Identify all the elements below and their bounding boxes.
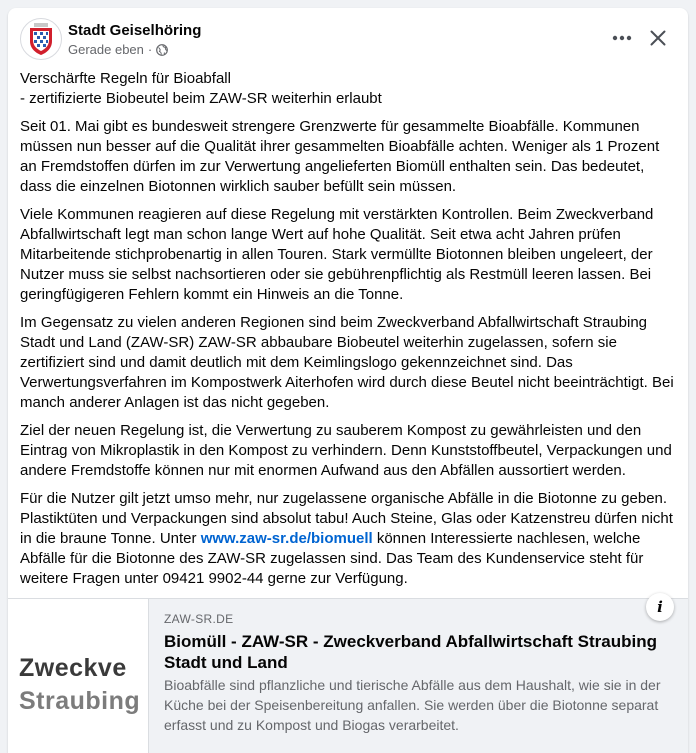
link-thumbnail[interactable] bbox=[8, 599, 149, 753]
post-card bbox=[8, 8, 688, 753]
post-text bbox=[20, 69, 676, 597]
paragraph-5 bbox=[20, 489, 676, 589]
link-preview[interactable] bbox=[8, 598, 688, 753]
post-time[interactable]: Gerade eben bbox=[68, 42, 144, 57]
post-heading bbox=[20, 69, 676, 109]
meta-separator: · bbox=[147, 42, 153, 57]
close-icon bbox=[650, 30, 666, 46]
paragraph-1: Seit 01. Mai gibt es bundesweit strengere Grenzwerte für gesammelte Bioabfälle. Kommunen müssen nun besser auf die Qualität ihrer gesammelten Bioabfälle achten. Weniger als 1 Prozent an Fremdstoffen dürfen im zur Verwertung angelieferten Biomüll enthalten sein. Das bedeutet, dass die einzelnen Biotonnen wirklich sauber befüllt sein müssen. bbox=[20, 118, 660, 195]
globe-icon[interactable] bbox=[156, 44, 168, 56]
paragraph-5-start: Für die Nutzer gilt jetzt umso mehr, nur zugelassene organische Abfälle in die Biotonne zu geben. Plastiktüten und Verpackungen sind absolut tabu! Auch Steine, Glas oder Katzenstreu dürfen nicht in die braune Tonne. Unter bbox=[20, 490, 673, 547]
info-icon[interactable]: i bbox=[646, 593, 674, 621]
close-button[interactable] bbox=[644, 24, 672, 52]
coat-of-arms-logo bbox=[21, 19, 61, 59]
thumbnail-text-1: Zweckve bbox=[19, 654, 127, 682]
paragraph-5-end: können Interessierte nachlesen, welche Abfälle für die Biotonne des ZAW-SR zugelassen sind. Das Team des Kundenservice steht für weitere Fragen unter 09421 9902-44 gerne zur Verfügung. bbox=[20, 530, 644, 587]
post-header bbox=[8, 8, 688, 68]
thumbnail-text-2: Straubing bbox=[19, 687, 141, 715]
link-domain: ZAW-SR.DE bbox=[164, 612, 234, 626]
page-avatar[interactable] bbox=[20, 18, 62, 60]
heading-line-2: - zertifizierte Biobeutel beim ZAW-SR weiterhin erlaubt bbox=[20, 90, 382, 107]
post-meta bbox=[68, 42, 168, 57]
paragraph-3: Im Gegensatz zu vielen anderen Regionen sind beim Zweckverband Abfallwirtschaft Straubing Stadt und Land (ZAW-SR) ZAW-SR abbaubare Biobeutel weiterhin zugelassen, sofern sie zertifiziert sind und damit deutlich mit dem Keimlingslogo gekennzeichnet sind. Das Verwertungsverfahren im Kompostwerk Aiterhofen wird durch diese Beutel nicht beeinträchtigt. Bei manch anderer Anlagen ist das nicht gegeben. bbox=[20, 314, 674, 411]
paragraph-2: Viele Kommunen reagieren auf diese Regelung mit verstärkten Kontrollen. Beim Zweckverband Abfallwirtschaft legt man schon lange Wert auf hohe Qualität. Seit etwa acht Jahren prüfen Mitarbeitende stichprobenartig in allen Touren. Stark vermüllte Biotonnen bleiben ungeleert, der Nutzer muss sie selbst nachsortieren oder sie gebührenpflichtig als Restmüll leeren lassen. Bei geringfügigeren Fehlern kommt ein Hinweis an die Tonne. bbox=[20, 206, 654, 303]
biomuell-link[interactable]: www.zaw-sr.de/biomuell bbox=[200, 530, 373, 547]
paragraph-4: Ziel der neuen Regelung ist, die Verwertung zu sauberem Kompost zu gewährleisten und den Eintrag von Mikroplastik in den Kompost zu verhindern. Denn Kunststoffbeutel, Verpackungen und andere Fremdstoffe können nur mit enormen Aufwand aus den Abfällen aussortiert werden. bbox=[20, 422, 672, 479]
page-name[interactable]: Stadt Geiselhöring bbox=[68, 22, 202, 39]
more-options-button[interactable] bbox=[608, 24, 636, 52]
link-description: Bioabfälle sind pflanzliche und tierische Abfälle aus dem Haushalt, wie sie in der Küche bei der Speisenbereitung anfallen. Sie werden über die Biotonne separat erfasst und zu Kompost und Biogas verarbeitet. bbox=[164, 677, 661, 733]
link-preview-body bbox=[164, 612, 664, 735]
heading-line-1: Verschärfte Regeln für Bioabfall bbox=[20, 70, 231, 87]
link-title[interactable]: Biomüll - ZAW-SR - Zweckverband Abfallwirtschaft Straubing Stadt und Land bbox=[164, 632, 658, 672]
more-horizontal-icon bbox=[612, 35, 632, 41]
